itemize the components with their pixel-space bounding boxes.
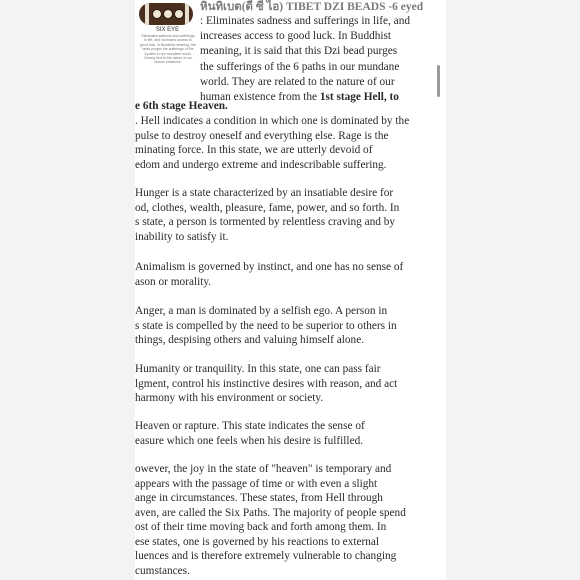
- stage-heading: e 6th stage Heaven.: [135, 100, 228, 112]
- dzi-bead-icon: [139, 3, 193, 25]
- paragraph-heaven: Heaven or rapture. This state indicates the sense of easure which one feels when his desire is fulfilled.: [135, 420, 365, 447]
- paragraph-hell: . Hell indicates a condition in which one is dominated by the pulse to destroy oneself and everything else. Rage is the minating force. In this state, we are utterly devoid of edom and undergo extreme and indescribable suffering.: [135, 115, 410, 171]
- paragraph-hunger: Hunger is a state characterized by an insatiable desire for od, clothes, wealth, pleasure, fame, power, and so forth. In s state, a person is tormented by relentless craving and by inability to satisfy it.: [135, 187, 400, 243]
- intro-paragraph: : Eliminates sadness and sufferings in life, and increases access to good luck. In Buddhist meaning, it is said that this Dzi bead purges the sufferings of the 6 paths in our mundane world. They are related to the nature of our human existence from the 1st stage Hell, to: [200, 15, 410, 104]
- paragraph-six-paths: owever, the joy in the state of "heaven" is temporary and appears with the passage of time or with even a slight ange in circumstances. These states, from Hell through aven, are called the Six Paths. The majority of people spend ost of their time moving back and forth among them. In ese states, one is governed by his reactions to external luences and is therefore extremely vulnerable to changing cumstances.: [135, 463, 406, 577]
- dzi-bead-figure: [137, 0, 198, 82]
- figure-caption-body: Eliminates sadness and sufferings in life, and increases access to good luck. In Buddhist meaning, the bead purges the sufferings of the 6 paths in our mundane world. Closely tied to the nature of our human existence.: [140, 34, 196, 65]
- vertical-scrollbar[interactable]: [432, 0, 446, 580]
- paragraph-animalism: Animalism is governed by instinct, and one has no sense of ason or morality.: [135, 261, 404, 288]
- document-page: [135, 0, 432, 580]
- scrollbar-thumb[interactable]: [437, 65, 440, 97]
- paragraph-anger: Anger, a man is dominated by a selfish ego. A person in s state is compelled by the need to be superior to others in things, despising others and valuing himself alone.: [135, 305, 397, 346]
- figure-caption-title: SIX EYE: [155, 27, 180, 33]
- paragraph-humanity: Humanity or tranquility. In this state, one can pass fair lgment, control his instinctive desires with reason, and act harmony with his environment or society.: [135, 363, 398, 404]
- page-title: หินทิเบต(ดี ซี ไอ) TIBET DZI BEADS -6 eyed: [200, 1, 424, 13]
